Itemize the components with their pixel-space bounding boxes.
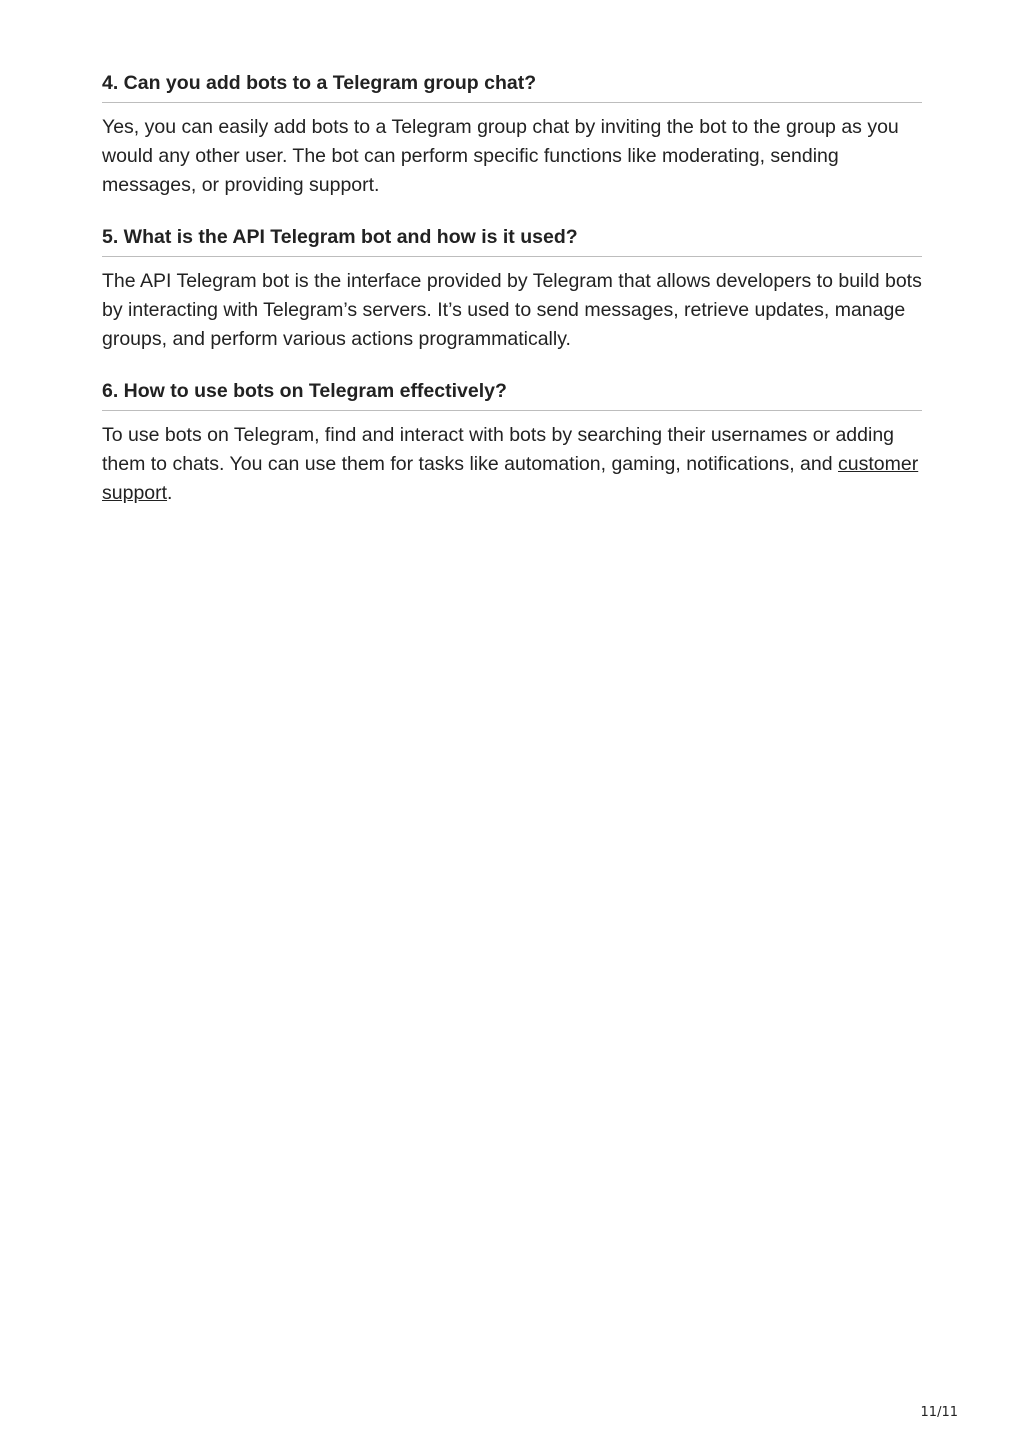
faq-answer: The API Telegram bot is the interface provided by Telegram that allows developers to build bots by interacting with Telegram’s servers. It’s used to send messages, retrieve updates, manage groups, and perform various actions programmatically. (102, 270, 922, 350)
faq-answer-text: To use bots on Telegram, find and interact with bots by searching their usernames or adding them to chats. You can use them for tasks like automation, gaming, notifications, and (102, 424, 895, 475)
faq-section (102, 68, 922, 530)
faq-question: 6. How to use bots on Telegram effectively? (102, 376, 922, 411)
faq-answer (102, 421, 922, 508)
customer-support-link[interactable]: customer support (102, 453, 919, 504)
faq-answer-text-end: . (167, 482, 173, 504)
faq-item (102, 68, 922, 200)
faq-item (102, 222, 922, 354)
page-number: 11/11 (920, 1405, 958, 1420)
faq-question: 5. What is the API Telegram bot and how is it used? (102, 222, 922, 257)
faq-answer: Yes, you can easily add bots to a Telegram group chat by inviting the bot to the group as you would any other user. The bot can perform specific functions like moderating, sending messages, or providing support. (102, 116, 899, 196)
faq-question: 4. Can you add bots to a Telegram group chat? (102, 68, 922, 103)
faq-item (102, 376, 922, 508)
